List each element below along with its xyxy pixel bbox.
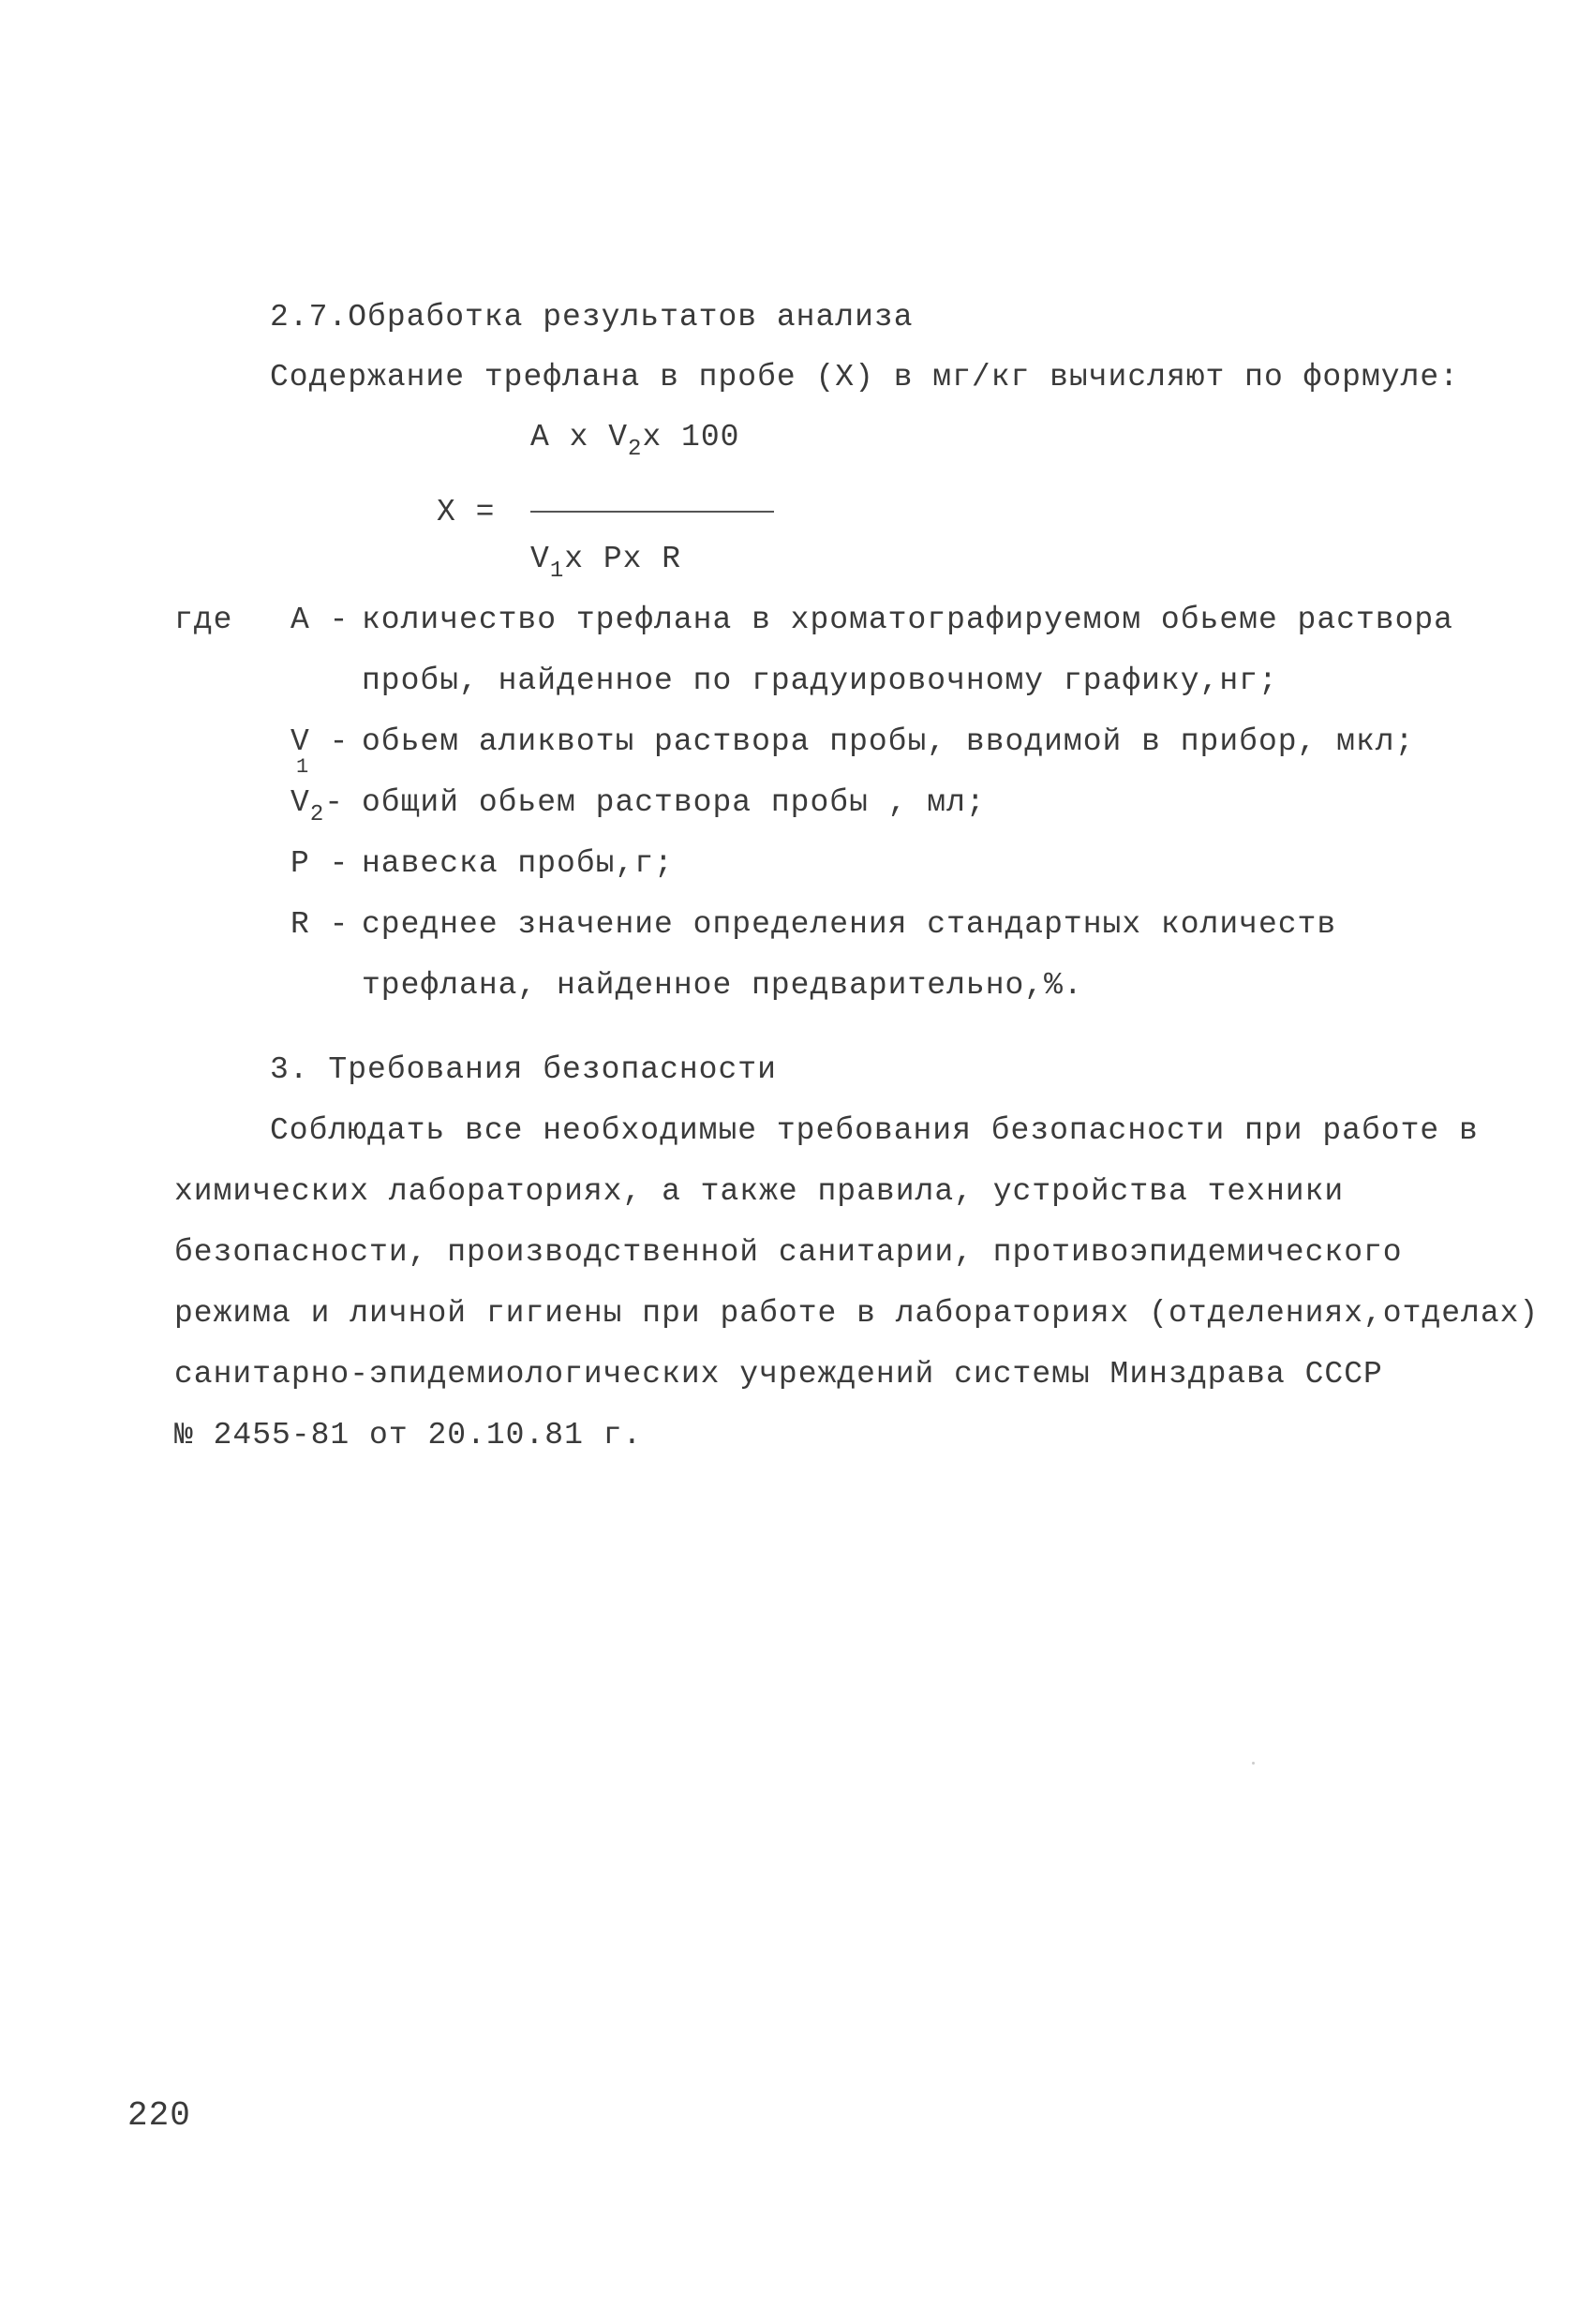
where-item-a-symbol [290,604,349,635]
where-item-v2-symbol [290,785,345,827]
where-item-symbol: R [290,907,310,942]
where-item-symbol: P [290,846,310,881]
where-item-v1-symbol [290,726,349,757]
where-item-dash: - [324,785,345,820]
formula-denominator-a: V [530,542,550,576]
where-item-symbol: A [290,603,310,637]
where-item-symbol: V [290,724,310,759]
section-heading-3: 3. Требования безопасности [270,1052,777,1087]
section-3-line: № 2455-81 от 20.10.81 г. [174,1418,643,1452]
section-heading-2-7: 2.7.Обработка результатов анализа [270,300,914,335]
section-3-line: Соблюдать все необходимые требования безопасности при работе в [270,1113,1479,1148]
where-item-a-line1: количество трефлана в хроматографируемом обьеме раствора [362,603,1453,637]
section-3-line: режима и личной гигиены при работе в лабораториях (отделениях,отделах) [174,1296,1540,1331]
where-item-v1-sub: 1 [296,755,310,779]
section-3-line: безопасности, производственной санитарии, противоэпидемического [174,1235,1403,1270]
formula-denominator-sub: 1 [549,559,565,584]
section-3-line: санитарно-эпидемиологических учреждений системы Минздрава СССР [174,1357,1383,1392]
fraction-bar [530,511,774,513]
formula-intro: Содержание трефлана в пробе (X) в мг/кг вычисляют по формуле: [270,360,1459,395]
formula-numerator [530,420,740,462]
page-number: 220 [127,2096,191,2135]
where-item-dash: - [309,907,350,942]
where-item-dash: - [309,603,350,637]
formula-numerator-a: A x V [530,420,629,454]
scan-speck [1252,1762,1255,1765]
formula-denominator-b: x Px R [564,542,682,576]
where-item-r-line2: трефлана, найденное предварительно,%. [362,968,1083,1003]
where-item-r-symbol [290,909,349,940]
where-item-sub: 2 [309,802,325,827]
where-item-v1-line1: обьем аликвоты раствора пробы, вводимой в прибор, мкл; [362,724,1415,759]
section-3-line: химических лабораториях, а также правила, устройства техники [174,1174,1345,1209]
where-item-p-line1: навеска пробы,г; [362,846,674,881]
where-item-dash: - [309,846,350,881]
where-label: где [174,603,233,637]
formula-lhs: X = [437,495,496,529]
formula-numerator-b: x 100 [642,420,740,454]
where-item-v2-line1: общий обьем раствора пробы , мл; [362,785,986,820]
formula-denominator [530,542,682,584]
where-item-r-line1: среднее значение определения стандартных количеств [362,907,1337,942]
where-item-p-symbol [290,848,349,879]
where-item-symbol: V [290,785,310,820]
where-item-a-line2: пробы, найденное по градуировочному графику,нг; [362,663,1278,698]
formula-numerator-sub: 2 [628,437,643,462]
where-item-dash: - [309,724,350,759]
